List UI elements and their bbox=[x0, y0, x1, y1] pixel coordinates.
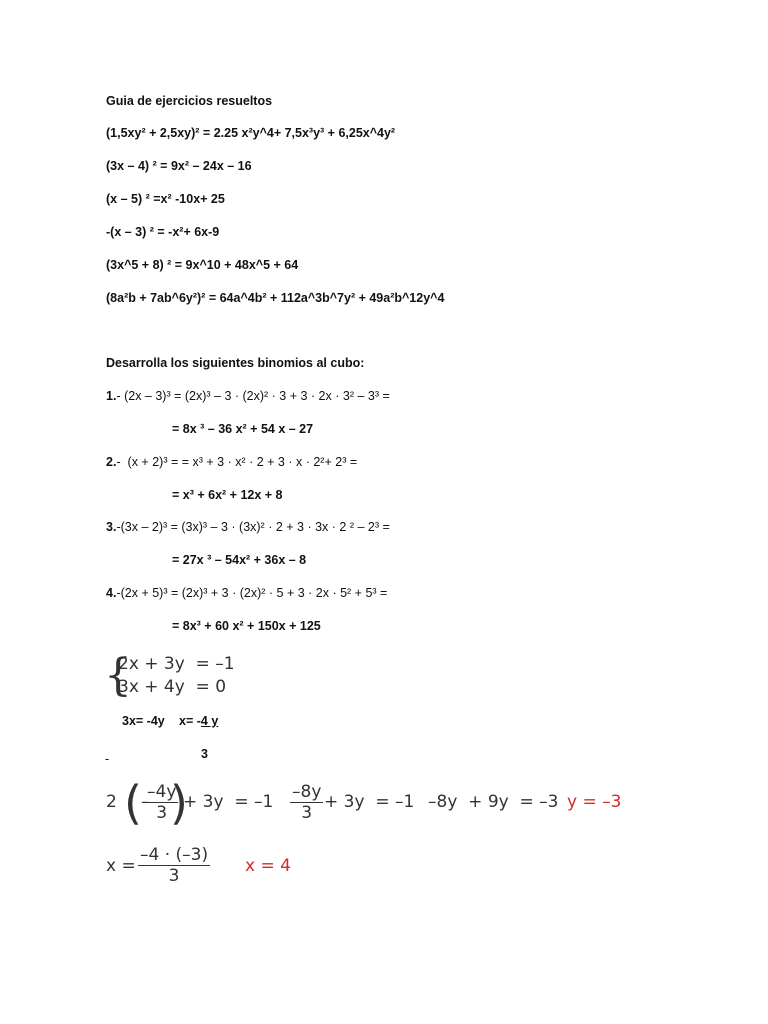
left-paren: ( bbox=[124, 776, 142, 830]
inner-minus: – bbox=[141, 792, 150, 812]
x-lhs: x = bbox=[106, 856, 136, 876]
exercise-line: (x – 5) ² =x² -10x+ 25 bbox=[106, 192, 225, 206]
cube-result: = 8x³ + 60 x² + 150x + 125 bbox=[172, 619, 321, 633]
solve-step-b-numerator: 4 y bbox=[200, 714, 219, 728]
system-equation-1: 2x + 3y = –1 bbox=[118, 654, 235, 674]
substitution-rhs-2: + 3y = –1 bbox=[324, 792, 415, 812]
cube-expression: - (2x – 3)³ = (2x)³ – 3 · (2x)² · 3 + 3 · 2x · 3² – 3³ = bbox=[116, 389, 390, 403]
exercise-line: (3x^5 + 8) ² = 9x^10 + 48x^5 + 64 bbox=[106, 258, 299, 272]
exercise-number: 4. bbox=[106, 586, 117, 600]
exercise-line: -(x – 3) ² = -x²+ 6x-9 bbox=[106, 225, 220, 239]
inner-numerator: –4y bbox=[147, 782, 177, 802]
cube-exercise bbox=[106, 389, 390, 403]
result-x: x = 4 bbox=[245, 856, 291, 876]
solve-step-b bbox=[179, 714, 218, 728]
cube-exercise bbox=[106, 586, 387, 600]
cube-result: = x³ + 6x² + 12x + 8 bbox=[172, 488, 283, 502]
fraction-2-denominator: 3 bbox=[301, 803, 313, 823]
cube-result: = 27x ³ – 54x² + 36x – 8 bbox=[172, 553, 307, 567]
cube-exercise bbox=[106, 455, 357, 469]
inner-denominator: 3 bbox=[156, 803, 168, 823]
x-fraction bbox=[138, 845, 210, 886]
exercise-number: 1. bbox=[106, 389, 117, 403]
cube-exercise bbox=[106, 520, 390, 534]
system-equation-2: 3x + 4y = 0 bbox=[118, 677, 227, 697]
solve-step-b-prefix: x= - bbox=[179, 714, 201, 728]
fraction-2 bbox=[290, 782, 323, 823]
solve-step-b-denominator: 3 bbox=[201, 747, 208, 761]
section-heading: Desarrolla los siguientes binomios al cubo: bbox=[106, 356, 365, 370]
cube-expression: - (x + 2)³ = = x³ + 3 · x² · 2 + 3 · x · 2²+ 2³ = bbox=[116, 455, 358, 469]
system-brace: { bbox=[104, 650, 132, 701]
combined-equation: –8y + 9y = –3 bbox=[428, 792, 559, 812]
exercise-number: 3. bbox=[106, 520, 117, 534]
right-paren: ) bbox=[170, 776, 188, 830]
solve-step-a: 3x= -4y bbox=[122, 714, 165, 728]
exercise-line: (1,5xy² + 2,5xy)² = 2.25 x²y^4+ 7,5x³y³ + 6,25x^4y² bbox=[106, 126, 396, 140]
stray-dash: - bbox=[105, 752, 110, 766]
cube-expression: -(2x + 5)³ = (2x)³ + 3 · (2x)² · 5 + 3 · 2x · 5² + 5³ = bbox=[116, 586, 388, 600]
cube-expression: -(3x – 2)³ = (3x)³ – 3 · (3x)² · 2 + 3 · 3x · 2 ² – 2³ = bbox=[116, 520, 390, 534]
x-numerator: –4 · (–3) bbox=[140, 845, 209, 865]
coefficient: 2 bbox=[106, 792, 117, 812]
result-y: y = –3 bbox=[567, 792, 622, 812]
exercise-line: (8a²b + 7ab^6y²)² = 64a^4b² + 112a^3b^7y² + 49a²b^12y^4 bbox=[106, 291, 445, 305]
exercise-number: 2. bbox=[106, 455, 117, 469]
x-denominator: 3 bbox=[168, 866, 180, 886]
substitution-rhs: + 3y = –1 bbox=[183, 792, 274, 812]
exercise-line: (3x – 4) ² = 9x² – 24x – 16 bbox=[106, 159, 252, 173]
page-title: Guia de ejercicios resueltos bbox=[106, 94, 273, 108]
cube-result: = 8x ³ – 36 x² + 54 x – 27 bbox=[172, 422, 314, 436]
fraction-2-numerator: –8y bbox=[292, 782, 322, 802]
